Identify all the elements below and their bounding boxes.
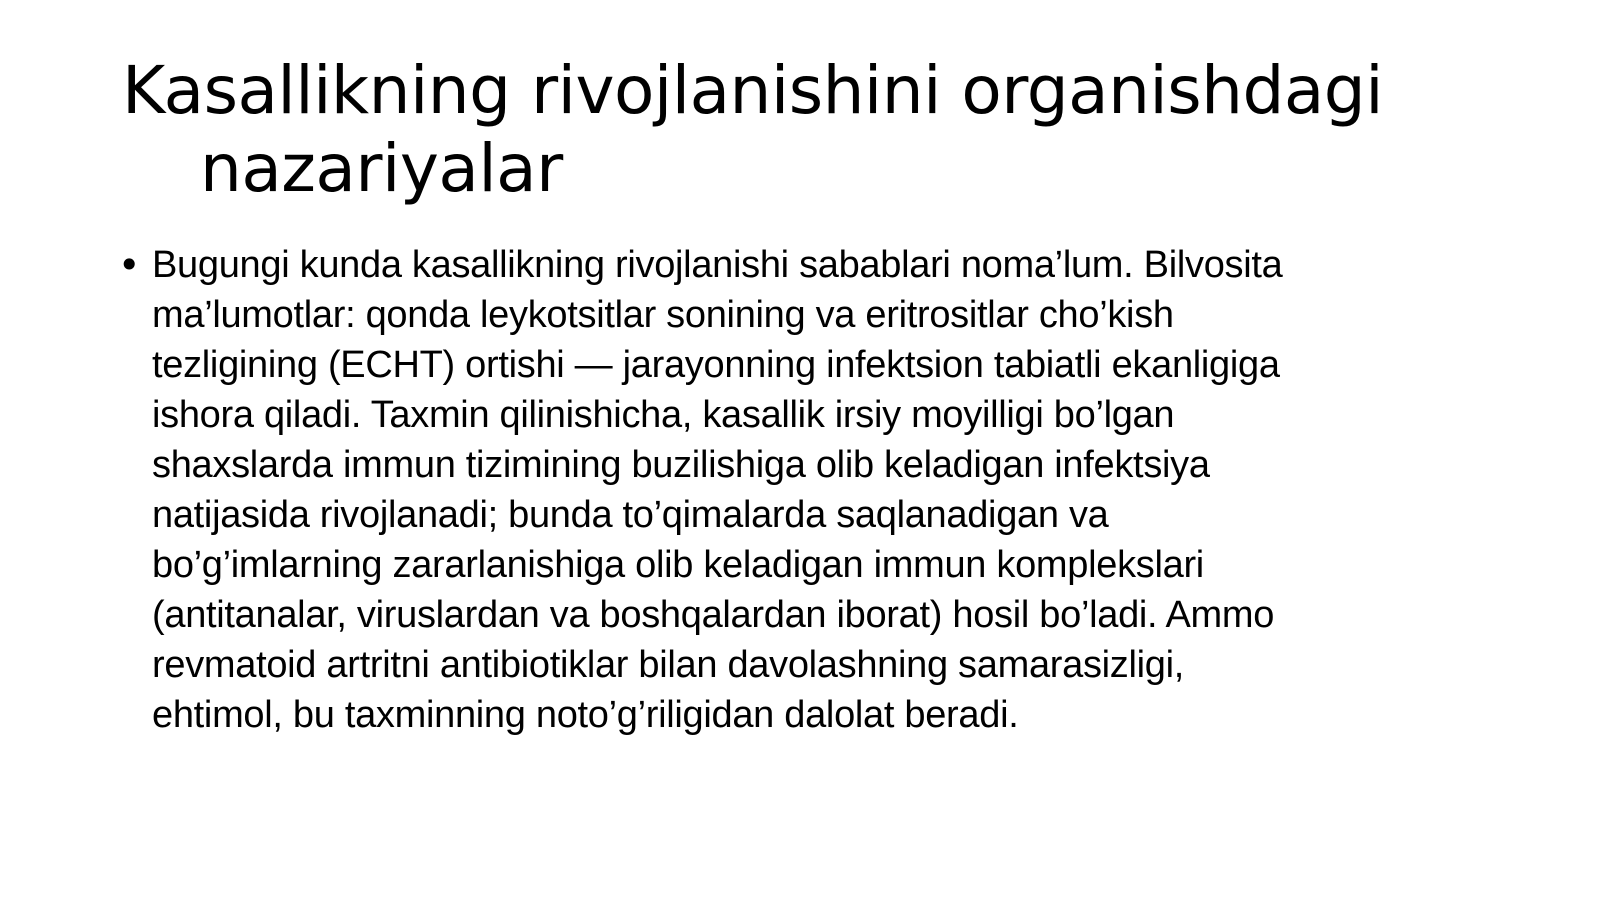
paragraph-line: tezligining (ECHT) ortishi — jarayonning infektsion tabiatli ekanligiga bbox=[152, 344, 1280, 386]
slide-title bbox=[122, 52, 1522, 208]
paragraph-line: Bugungi kunda kasallikning rivojlanishi sabablari noma’lum. Bilvosita bbox=[152, 244, 1283, 286]
bullet-item bbox=[118, 240, 1498, 740]
paragraph-line: ma’lumotlar: qonda leykotsitlar sonining va eritrositlar cho’kish bbox=[152, 294, 1174, 336]
paragraph-line: ehtimol, bu taxminning noto’g’riligidan dalolat beradi. bbox=[152, 694, 1019, 736]
slide-body bbox=[118, 240, 1498, 740]
bullet-paragraph bbox=[152, 240, 1498, 740]
paragraph-line: (antitanalar, viruslardan va boshqalardan iborat) hosil bo’ladi. Ammo bbox=[152, 594, 1275, 636]
paragraph-line: natijasida rivojlanadi; bunda to’qimalarda saqlanadigan va bbox=[152, 494, 1109, 536]
paragraph-line: revmatoid artritni antibiotiklar bilan davolashning samarasizligi, bbox=[152, 644, 1185, 686]
paragraph-line: shaxslarda immun tizimining buzilishiga olib keladigan infektsiya bbox=[152, 444, 1210, 486]
paragraph-line: ishora qiladi. Taxmin qilinishicha, kasallik irsiy moyilligi bo’lgan bbox=[152, 394, 1175, 436]
slide-title-line-1: Kasallikning rivojlanishini organishdagi bbox=[122, 52, 1384, 129]
paragraph-line: bo’g’imlarning zararlanishiga olib keladigan immun komplekslari bbox=[152, 544, 1204, 586]
bullet-dot-icon: • bbox=[118, 243, 141, 287]
slide-title-line-2: nazariyalar bbox=[200, 130, 563, 207]
